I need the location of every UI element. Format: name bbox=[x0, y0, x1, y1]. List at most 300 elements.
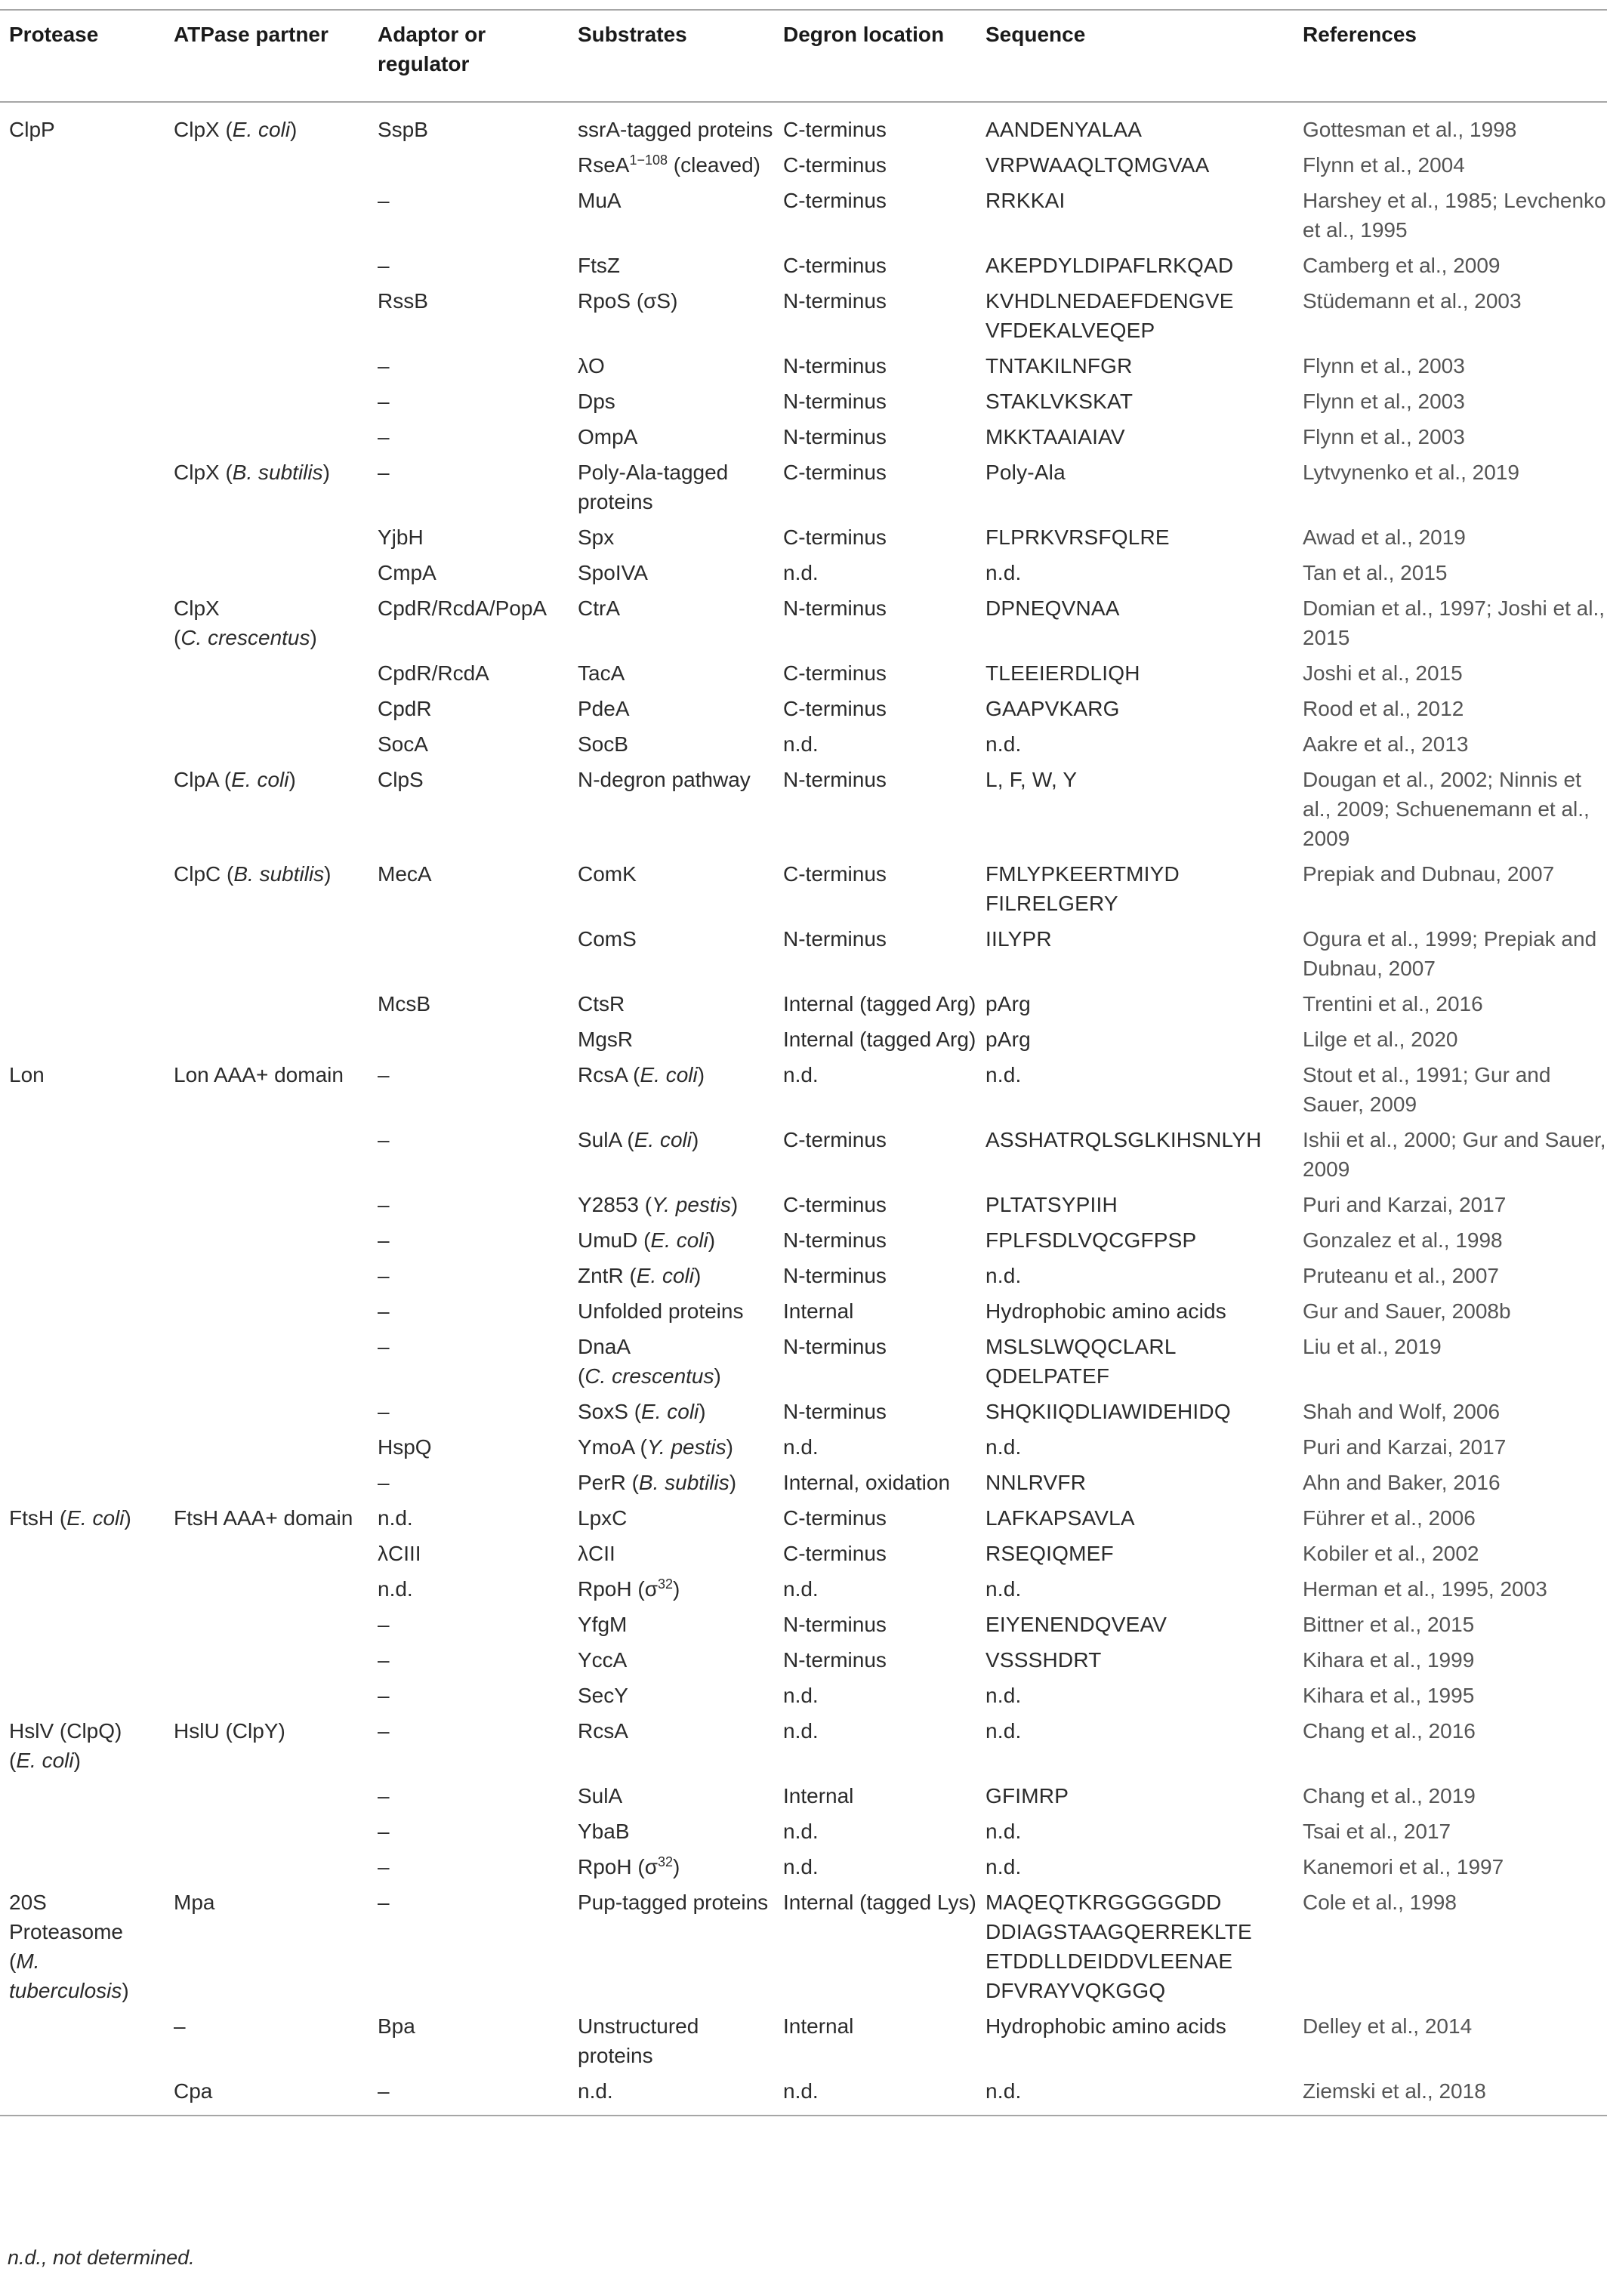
atpase-partner-cell bbox=[165, 286, 369, 351]
sequence-cell: n.d. bbox=[985, 1719, 1022, 1743]
table-row bbox=[0, 522, 1607, 558]
adaptor-cell: – bbox=[378, 1613, 390, 1636]
table-row bbox=[0, 1681, 1607, 1716]
sequence-cell: GAAPVKARG bbox=[985, 697, 1120, 720]
degron-location-cell: N-terminus bbox=[783, 1613, 887, 1636]
substrate-cell: YfgM bbox=[578, 1613, 628, 1636]
degron-location-cell: n.d. bbox=[783, 1435, 819, 1459]
substrate-cell: Poly-Ala-tagged proteins bbox=[578, 461, 729, 513]
substrate-cell: Dps bbox=[578, 390, 615, 413]
substrate-cell: n.d. bbox=[578, 2079, 613, 2103]
atpase-partner-cell: Mpa bbox=[174, 1891, 215, 1914]
degron-location-cell: C-terminus bbox=[783, 862, 887, 886]
atpase-partner-cell bbox=[165, 1332, 369, 1397]
protease-cell bbox=[0, 1852, 165, 1888]
substrate-cell: Pup-tagged proteins bbox=[578, 1891, 769, 1914]
atpase-partner-cell bbox=[165, 658, 369, 694]
sequence-cell: TNTAKILNFGR bbox=[985, 354, 1133, 378]
substrate-cell: YmoA (Y. pestis) bbox=[578, 1435, 733, 1459]
sequence-cell: SHQKIIQDLIAWIDEHIDQ bbox=[985, 1400, 1231, 1423]
atpase-partner-cell bbox=[165, 1296, 369, 1332]
protease-cell bbox=[0, 2011, 165, 2076]
reference-cell: Lilge et al., 2020 bbox=[1303, 1028, 1458, 1051]
table-row bbox=[0, 729, 1607, 765]
degron-location-cell: C-terminus bbox=[783, 461, 887, 484]
sequence-cell: TLEEIERDLIQH bbox=[985, 661, 1140, 685]
reference-cell: Flynn et al., 2003 bbox=[1303, 425, 1465, 448]
table-row bbox=[0, 1432, 1607, 1468]
substrate-cell: SulA (E. coli) bbox=[578, 1128, 699, 1151]
reference-cell: Aakre et al., 2013 bbox=[1303, 732, 1469, 756]
degron-location-cell: N-terminus bbox=[783, 390, 887, 413]
reference-cell: Cole et al., 1998 bbox=[1303, 1891, 1457, 1914]
substrate-cell: SocB bbox=[578, 732, 628, 756]
protease-cell bbox=[0, 150, 165, 186]
substrate-cell: SoxS (E. coli) bbox=[578, 1400, 706, 1423]
table-row bbox=[0, 558, 1607, 593]
reference-cell: Gur and Sauer, 2008b bbox=[1303, 1299, 1511, 1323]
table-row bbox=[0, 1645, 1607, 1681]
atpase-partner-cell bbox=[165, 251, 369, 286]
adaptor-cell: – bbox=[378, 1684, 390, 1707]
sequence-cell: KVHDLNEDAEFDENGVE VFDEKALVEQEP bbox=[985, 289, 1234, 342]
adaptor-cell: Bpa bbox=[378, 2014, 415, 2038]
atpase-partner-cell bbox=[165, 150, 369, 186]
substrate-cell: CtsR bbox=[578, 992, 625, 1015]
atpase-partner-cell bbox=[165, 1817, 369, 1852]
adaptor-cell: – bbox=[378, 1335, 390, 1358]
table-row bbox=[0, 1716, 1607, 1781]
adaptor-cell: n.d. bbox=[378, 1506, 413, 1530]
reference-cell: Puri and Karzai, 2017 bbox=[1303, 1435, 1507, 1459]
adaptor-cell: CpdR bbox=[378, 697, 432, 720]
col-header-degron-location: Degron location bbox=[783, 23, 945, 46]
substrate-cell: YbaB bbox=[578, 1820, 630, 1843]
table-row bbox=[0, 1817, 1607, 1852]
reference-cell: Tsai et al., 2017 bbox=[1303, 1820, 1451, 1843]
protease-cell bbox=[0, 1781, 165, 1817]
table-row bbox=[0, 251, 1607, 286]
degron-location-cell: n.d. bbox=[783, 1855, 819, 1878]
atpase-partner-cell: ClpA (E. coli) bbox=[174, 768, 296, 791]
sequence-cell: AANDENYALAA bbox=[985, 118, 1143, 141]
adaptor-cell bbox=[369, 1025, 569, 1060]
sequence-cell: PLTATSYPIIH bbox=[985, 1193, 1118, 1216]
table-body bbox=[0, 102, 1607, 2116]
protease-cell bbox=[0, 859, 165, 924]
table-row bbox=[0, 1025, 1607, 1060]
atpase-partner-cell bbox=[165, 1539, 369, 1574]
table-row bbox=[0, 989, 1607, 1025]
sequence-cell: n.d. bbox=[985, 1684, 1022, 1707]
substrate-cell: RseA$^{1-108}$ (cleaved) bbox=[578, 153, 760, 177]
adaptor-cell: SocA bbox=[378, 732, 428, 756]
degron-location-cell: C-terminus bbox=[783, 254, 887, 277]
protease-cell bbox=[0, 765, 165, 859]
table-row bbox=[0, 1781, 1607, 1817]
atpase-partner-cell bbox=[165, 1574, 369, 1610]
sequence-cell: DPNEQVNAA bbox=[985, 596, 1120, 620]
degron-location-cell: Internal bbox=[783, 1784, 854, 1808]
degron-location-cell: n.d. bbox=[783, 732, 819, 756]
protease-cell bbox=[0, 924, 165, 989]
degron-location-cell: N-terminus bbox=[783, 1335, 887, 1358]
substrate-cell: ComS bbox=[578, 927, 637, 951]
protease-cell bbox=[0, 522, 165, 558]
adaptor-cell: – bbox=[378, 1264, 390, 1287]
reference-cell: Flynn et al., 2004 bbox=[1303, 153, 1465, 177]
sequence-cell: n.d. bbox=[985, 1820, 1022, 1843]
substrate-cell: λCII bbox=[578, 1542, 615, 1565]
sequence-cell: pArg bbox=[985, 1028, 1031, 1051]
adaptor-cell: – bbox=[378, 1648, 390, 1672]
atpase-partner-cell bbox=[165, 422, 369, 458]
reference-cell: Awad et al., 2019 bbox=[1303, 525, 1466, 549]
reference-cell: Ziemski et al., 2018 bbox=[1303, 2079, 1486, 2103]
adaptor-cell: – bbox=[378, 1228, 390, 1252]
table-row bbox=[0, 658, 1607, 694]
degron-location-cell: N-terminus bbox=[783, 1228, 887, 1252]
protease-cell bbox=[0, 387, 165, 422]
reference-cell: Ishii et al., 2000; Gur and Sauer, 2009 bbox=[1303, 1128, 1606, 1181]
adaptor-cell: λCIII bbox=[378, 1542, 421, 1565]
adaptor-cell: CpdR/RcdA/PopA bbox=[378, 596, 547, 620]
reference-cell: Pruteanu et al., 2007 bbox=[1303, 1264, 1499, 1287]
reference-cell: Shah and Wolf, 2006 bbox=[1303, 1400, 1501, 1423]
adaptor-cell: ClpS bbox=[378, 768, 424, 791]
degron-location-cell: n.d. bbox=[783, 1577, 819, 1601]
atpase-partner-cell bbox=[165, 924, 369, 989]
protease-cell bbox=[0, 1125, 165, 1190]
sequence-cell: ASSHATRQLSGLKIHSNLYH bbox=[985, 1128, 1262, 1151]
adaptor-cell: – bbox=[378, 1128, 390, 1151]
adaptor-cell: – bbox=[378, 1193, 390, 1216]
substrate-cell: OmpA bbox=[578, 425, 638, 448]
table-row bbox=[0, 1539, 1607, 1574]
atpase-partner-cell: ClpX (E. coli) bbox=[174, 118, 298, 141]
table-row bbox=[0, 1261, 1607, 1296]
protease-cell bbox=[0, 1539, 165, 1574]
reference-cell: Domian et al., 1997; Joshi et al., 2015 bbox=[1303, 596, 1605, 649]
table-row bbox=[0, 1332, 1607, 1397]
atpase-partner-cell: FtsH AAA+ domain bbox=[174, 1506, 353, 1530]
substrate-cell: YccA bbox=[578, 1648, 628, 1672]
table-row bbox=[0, 694, 1607, 729]
reference-cell: Flynn et al., 2003 bbox=[1303, 354, 1465, 378]
atpase-partner-cell bbox=[165, 1645, 369, 1681]
reference-cell: Ahn and Baker, 2016 bbox=[1303, 1471, 1501, 1494]
substrate-cell: N-degron pathway bbox=[578, 768, 751, 791]
adaptor-cell: – bbox=[378, 254, 390, 277]
sequence-cell: Hydrophobic amino acids bbox=[985, 1299, 1226, 1323]
table-row bbox=[0, 1397, 1607, 1432]
degron-location-cell: C-terminus bbox=[783, 1542, 887, 1565]
substrate-cell: ZntR (E. coli) bbox=[578, 1264, 702, 1287]
adaptor-cell: – bbox=[378, 2079, 390, 2103]
protease-cell bbox=[0, 351, 165, 387]
table-row bbox=[0, 286, 1607, 351]
protease-cell bbox=[0, 286, 165, 351]
atpase-partner-cell: ClpC (B. subtilis) bbox=[174, 862, 332, 886]
degron-location-cell: N-terminus bbox=[783, 425, 887, 448]
degron-location-cell: N-terminus bbox=[783, 1648, 887, 1672]
table-row bbox=[0, 150, 1607, 186]
adaptor-cell: McsB bbox=[378, 992, 430, 1015]
sequence-cell: n.d. bbox=[985, 561, 1022, 584]
sequence-cell: MAQEQTKRGGGGGDD DDIAGSTAAGQERREKLTE ETDDLLDEIDDVLEENAE DFVRAYVQKGGQ bbox=[985, 1891, 1252, 2002]
reference-cell: Flynn et al., 2003 bbox=[1303, 390, 1465, 413]
adaptor-cell: HspQ bbox=[378, 1435, 432, 1459]
table-row bbox=[0, 1888, 1607, 2011]
reference-cell: Kobiler et al., 2002 bbox=[1303, 1542, 1479, 1565]
protease-cell bbox=[0, 1190, 165, 1225]
substrate-cell: SecY bbox=[578, 1684, 628, 1707]
degron-location-cell: C-terminus bbox=[783, 525, 887, 549]
substrate-cell: MgsR bbox=[578, 1028, 634, 1051]
protease-cell bbox=[0, 1610, 165, 1645]
table-row bbox=[0, 102, 1607, 150]
sequence-cell: VSSSHDRT bbox=[985, 1648, 1102, 1672]
table-row bbox=[0, 1060, 1607, 1125]
protease-cell bbox=[0, 694, 165, 729]
sequence-cell: n.d. bbox=[985, 1264, 1022, 1287]
reference-cell: Puri and Karzai, 2017 bbox=[1303, 1193, 1507, 1216]
atpase-partner-cell bbox=[165, 558, 369, 593]
adaptor-cell bbox=[369, 150, 569, 186]
substrate-cell: ssrA-tagged proteins bbox=[578, 118, 773, 141]
protease-cell bbox=[0, 1397, 165, 1432]
adaptor-cell: SspB bbox=[378, 118, 428, 141]
sequence-cell: L, F, W, Y bbox=[985, 768, 1078, 791]
atpase-partner-cell: HslU (ClpY) bbox=[174, 1719, 285, 1743]
adaptor-cell: – bbox=[378, 425, 390, 448]
sequence-cell: pArg bbox=[985, 992, 1031, 1015]
reference-cell: Liu et al., 2019 bbox=[1303, 1335, 1442, 1358]
protease-cell bbox=[0, 1025, 165, 1060]
atpase-partner-cell bbox=[165, 1025, 369, 1060]
sequence-cell: LAFKAPSAVLA bbox=[985, 1506, 1135, 1530]
table-header bbox=[0, 10, 1607, 102]
atpase-partner-cell bbox=[165, 1397, 369, 1432]
degron-location-cell: N-terminus bbox=[783, 1400, 887, 1423]
adaptor-cell: – bbox=[378, 1299, 390, 1323]
protease-cell bbox=[0, 1645, 165, 1681]
reference-cell: Kihara et al., 1999 bbox=[1303, 1648, 1475, 1672]
degron-location-cell: C-terminus bbox=[783, 153, 887, 177]
table-row bbox=[0, 859, 1607, 924]
reference-cell: Stüdemann et al., 2003 bbox=[1303, 289, 1522, 313]
degron-location-cell: N-terminus bbox=[783, 768, 887, 791]
reference-cell: Tan et al., 2015 bbox=[1303, 561, 1448, 584]
table-row bbox=[0, 351, 1607, 387]
degron-location-cell: C-terminus bbox=[783, 1193, 887, 1216]
degron-location-cell: Internal bbox=[783, 1299, 854, 1323]
adaptor-cell: – bbox=[378, 461, 390, 484]
degron-location-cell: n.d. bbox=[783, 1684, 819, 1707]
atpase-partner-cell bbox=[165, 387, 369, 422]
degron-location-cell: N-terminus bbox=[783, 1264, 887, 1287]
substrate-cell: SpoIVA bbox=[578, 561, 648, 584]
sequence-cell: Poly-Ala bbox=[985, 461, 1066, 484]
degron-location-cell: Internal (tagged Arg) bbox=[783, 992, 976, 1015]
reference-cell: Kanemori et al., 1997 bbox=[1303, 1855, 1504, 1878]
atpase-partner-cell bbox=[165, 1432, 369, 1468]
substrate-cell: CtrA bbox=[578, 596, 620, 620]
sequence-cell: n.d. bbox=[985, 2079, 1022, 2103]
degron-location-cell: N-terminus bbox=[783, 927, 887, 951]
sequence-cell: IILYPR bbox=[985, 927, 1052, 951]
protease-cell bbox=[0, 1296, 165, 1332]
table-row bbox=[0, 1610, 1607, 1645]
reference-cell: Camberg et al., 2009 bbox=[1303, 254, 1501, 277]
reference-cell: Gonzalez et al., 1998 bbox=[1303, 1228, 1503, 1252]
degron-location-cell: Internal (tagged Lys) bbox=[783, 1891, 976, 1914]
adaptor-cell: CmpA bbox=[378, 561, 436, 584]
reference-cell: Chang et al., 2019 bbox=[1303, 1784, 1476, 1808]
protease-cell: ClpP bbox=[9, 118, 55, 141]
atpase-partner-cell bbox=[165, 1852, 369, 1888]
reference-cell: Lytvynenko et al., 2019 bbox=[1303, 461, 1519, 484]
protease-cell bbox=[0, 458, 165, 522]
adaptor-cell: MecA bbox=[378, 862, 432, 886]
substrate-cell: RpoH $(\sigma^{32})$ bbox=[578, 1576, 680, 1601]
atpase-partner-cell bbox=[165, 1681, 369, 1716]
atpase-partner-cell bbox=[165, 1125, 369, 1190]
degron-location-cell: n.d. bbox=[783, 1063, 819, 1086]
sequence-cell: AKEPDYLDIPAFLRKQAD bbox=[985, 254, 1234, 277]
protease-cell bbox=[0, 1432, 165, 1468]
degron-location-cell: N-terminus bbox=[783, 289, 887, 313]
degron-location-cell: N-terminus bbox=[783, 354, 887, 378]
sequence-cell: n.d. bbox=[985, 1577, 1022, 1601]
adaptor-cell: – bbox=[378, 1400, 390, 1423]
sequence-cell: n.d. bbox=[985, 1855, 1022, 1878]
degron-location-cell: C-terminus bbox=[783, 661, 887, 685]
adaptor-cell: – bbox=[378, 1719, 390, 1743]
atpase-partner-cell bbox=[165, 1190, 369, 1225]
table-row bbox=[0, 1296, 1607, 1332]
col-header-adaptor-regulator: Adaptor or regulator bbox=[378, 23, 486, 76]
substrate-cell: DnaA (C. crescentus) bbox=[578, 1335, 721, 1388]
atpase-partner-cell bbox=[165, 1468, 369, 1503]
sequence-cell: FPLFSDLVQCGFPSP bbox=[985, 1228, 1197, 1252]
reference-cell: Ogura et al., 1999; Prepiak and Dubnau, 2007 bbox=[1303, 927, 1597, 980]
protease-cell bbox=[0, 593, 165, 658]
atpase-partner-cell bbox=[165, 1225, 369, 1261]
table-row bbox=[0, 924, 1607, 989]
table-row bbox=[0, 1125, 1607, 1190]
protease-cell: Lon bbox=[9, 1063, 45, 1086]
adaptor-cell: n.d. bbox=[378, 1577, 413, 1601]
degron-location-cell: Internal (tagged Arg) bbox=[783, 1028, 976, 1051]
substrate-cell: RpoS (σS) bbox=[578, 289, 678, 313]
sequence-cell: VRPWAAQLTQMGVAA bbox=[985, 153, 1210, 177]
reference-cell: Joshi et al., 2015 bbox=[1303, 661, 1463, 685]
protease-cell: HslV (ClpQ) (E. coli) bbox=[9, 1719, 122, 1772]
protease-cell bbox=[0, 1817, 165, 1852]
adaptor-cell: CpdR/RcdA bbox=[378, 661, 489, 685]
atpase-partner-cell: – bbox=[174, 2014, 186, 2038]
protease-cell: FtsH (E. coli) bbox=[9, 1506, 131, 1530]
reference-cell: Gottesman et al., 1998 bbox=[1303, 118, 1517, 141]
degron-location-cell: N-terminus bbox=[783, 596, 887, 620]
reference-cell: Kihara et al., 1995 bbox=[1303, 1684, 1475, 1707]
substrate-cell: PdeA bbox=[578, 697, 630, 720]
sequence-cell: GFIMRP bbox=[985, 1784, 1069, 1808]
sequence-cell: RRKKAI bbox=[985, 189, 1066, 212]
adaptor-cell: – bbox=[378, 1784, 390, 1808]
atpase-partner-cell bbox=[165, 989, 369, 1025]
sequence-cell: RSEQIQMEF bbox=[985, 1542, 1114, 1565]
atpase-partner-cell bbox=[165, 351, 369, 387]
degron-location-cell: C-terminus bbox=[783, 118, 887, 141]
protease-cell bbox=[0, 1468, 165, 1503]
atpase-partner-cell bbox=[165, 729, 369, 765]
atpase-partner-cell bbox=[165, 1261, 369, 1296]
substrate-cell: RcsA (E. coli) bbox=[578, 1063, 705, 1086]
substrate-cell: FtsZ bbox=[578, 254, 620, 277]
table-row bbox=[0, 458, 1607, 522]
reference-cell: Trentini et al., 2016 bbox=[1303, 992, 1483, 1015]
adaptor-cell: – bbox=[378, 189, 390, 212]
sequence-cell: n.d. bbox=[985, 732, 1022, 756]
substrate-cell: Unfolded proteins bbox=[578, 1299, 744, 1323]
protease-cell bbox=[0, 1261, 165, 1296]
table-row bbox=[0, 1468, 1607, 1503]
protease-cell bbox=[0, 1681, 165, 1716]
protease-cell bbox=[0, 186, 165, 251]
degron-location-cell: n.d. bbox=[783, 1820, 819, 1843]
degron-location-cell: n.d. bbox=[783, 1719, 819, 1743]
atpase-partner-cell bbox=[165, 186, 369, 251]
sequence-cell: EIYENENDQVEAV bbox=[985, 1613, 1167, 1636]
reference-cell: Chang et al., 2016 bbox=[1303, 1719, 1476, 1743]
protease-cell bbox=[0, 2076, 165, 2116]
degron-location-cell: Internal, oxidation bbox=[783, 1471, 951, 1494]
atpase-partner-cell: ClpX (B. subtilis) bbox=[174, 461, 330, 484]
adaptor-cell: YjbH bbox=[378, 525, 424, 549]
atpase-partner-cell bbox=[165, 694, 369, 729]
col-header-atpase-partner: ATPase partner bbox=[174, 23, 328, 46]
protease-cell bbox=[0, 1332, 165, 1397]
degron-location-cell: Internal bbox=[783, 2014, 854, 2038]
sequence-cell: n.d. bbox=[985, 1435, 1022, 1459]
adaptor-cell: – bbox=[378, 1471, 390, 1494]
reference-cell: Dougan et al., 2002; Ninnis et al., 2009; Schuenemann et al., 2009 bbox=[1303, 768, 1590, 850]
table-row bbox=[0, 1225, 1607, 1261]
protease-cell bbox=[0, 251, 165, 286]
sequence-cell: Hydrophobic amino acids bbox=[985, 2014, 1226, 2038]
substrate-cell: ComK bbox=[578, 862, 637, 886]
protease-cell bbox=[0, 1225, 165, 1261]
degron-table bbox=[0, 9, 1607, 2116]
table-row bbox=[0, 593, 1607, 658]
table-footnote: n.d., not determined. bbox=[8, 2246, 195, 2269]
adaptor-cell bbox=[369, 924, 569, 989]
atpase-partner-cell: ClpX (C. crescentus) bbox=[174, 596, 317, 649]
sequence-cell: NNLRVFR bbox=[985, 1471, 1087, 1494]
table-row bbox=[0, 1503, 1607, 1539]
substrate-cell: MuA bbox=[578, 189, 622, 212]
adaptor-cell: – bbox=[378, 1855, 390, 1878]
atpase-partner-cell: Lon AAA+ domain bbox=[174, 1063, 344, 1086]
reference-cell: Delley et al., 2014 bbox=[1303, 2014, 1473, 2038]
degron-location-cell: C-terminus bbox=[783, 1506, 887, 1530]
atpase-partner-cell bbox=[165, 522, 369, 558]
protease-cell bbox=[0, 729, 165, 765]
protease-cell: 20S Proteasome (M. tuberculosis) bbox=[9, 1891, 129, 2002]
table-row bbox=[0, 2011, 1607, 2076]
